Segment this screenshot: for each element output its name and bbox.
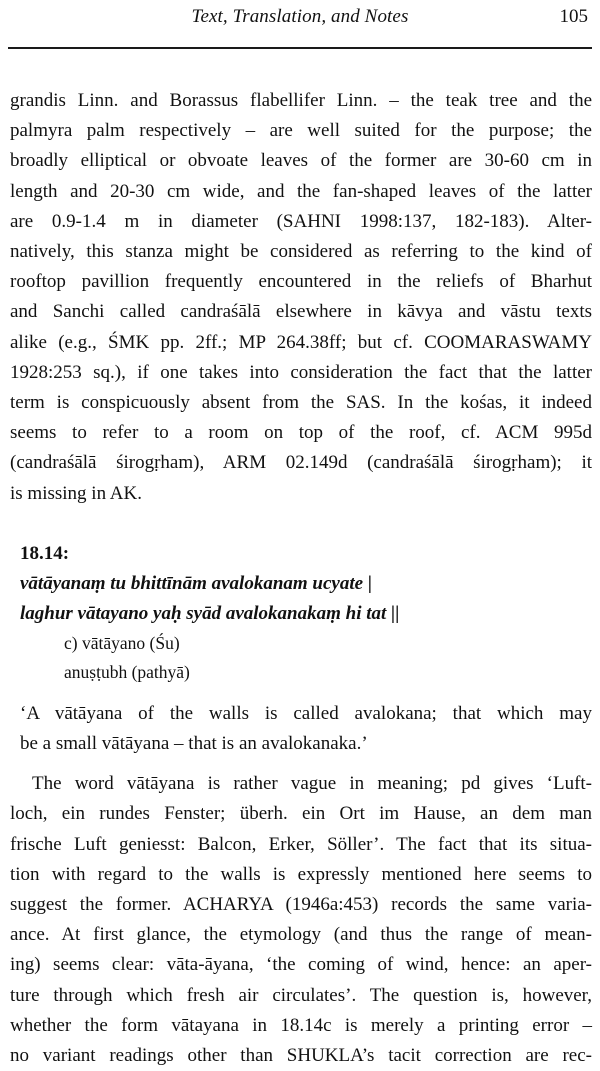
verse-line: vātāyanaṃ tu bhittīnām avalokanam ucyate | (20, 572, 373, 594)
text-line: frische Luft geniesst: Balcon, Erker, Söller’. The fact that its situa- (10, 833, 592, 855)
running-header (0, 4, 600, 30)
text-line: loch, ein rundes Fenster; überh. ein Ort im Hause, an dem man (10, 803, 592, 825)
verse-line: laghur vātayano yaḥ syād avalokanakaṃ hi tat || (20, 602, 400, 624)
text-line: broadly elliptical or obvoate leaves of the former are 30-60 cm in (10, 150, 592, 172)
text-line: The word vātāyana is rather vague in meaning; pd gives ‘Luft- (32, 773, 592, 795)
text-line: alike (e.g., ŚMK pp. 2ff.; MP 264.38ff; but cf. COOMARASWAMY (10, 331, 592, 353)
translation-line: be a small vātāyana – that is an avalokanaka.’ (20, 733, 368, 755)
header-rule (8, 47, 592, 49)
section-heading: 18.14: (20, 542, 70, 564)
running-title: Text, Translation, and Notes (191, 6, 409, 27)
translation-line: ‘A vātāyana of the walls is called avalokana; that which may (20, 702, 592, 724)
text-line: length and 20-30 cm wide, and the fan-shaped leaves of the latter (10, 180, 592, 202)
text-line: rooftop pavillion frequently encountered in the reliefs of Bharhut (10, 271, 592, 293)
continued-paragraph (10, 86, 592, 509)
text-line: ing) seems clear: vāta-āyana, ‘the coming of wind, hence: an aper- (10, 954, 592, 976)
page-number: 105 (559, 6, 588, 27)
text-line: natively, this stanza might be considered as referring to the kind of (10, 241, 592, 263)
text-line: tion with regard to the walls is expressly mentioned here seems to (10, 863, 592, 885)
text-line: 1928:253 sq.), if one takes into consideration the fact that the latter (10, 361, 592, 383)
body-text (10, 86, 592, 1071)
variant-reading: c) vātāyano (Śu) (64, 632, 180, 653)
text-line: suggest the former. ACHARYA (1946a:453) records the same varia- (10, 894, 592, 916)
text-line: are 0.9-1.4 m in diameter (SAHNI 1998:137, 182-183). Alter- (10, 210, 592, 232)
text-line: whether the form vātayana in 18.14c is merely a printing error – (10, 1014, 592, 1036)
text-line: seems to refer to a room on top of the roof, cf. ACM 995d (10, 422, 592, 444)
text-line: and Sanchi called candraśālā elsewhere in kāvya and vāstu texts (10, 301, 592, 323)
discussion-paragraph (10, 769, 592, 1071)
text-line: ture through which fresh air circulates’. The question is, however, (10, 984, 592, 1006)
text-line: grandis Linn. and Borassus flabellifer Linn. – the teak tree and the (10, 90, 592, 111)
text-line: ance. At first glance, the etymology (and thus the range of mean- (10, 924, 592, 946)
text-line: (candraśālā śirogṛham), ARM 02.149d (candraśālā śirogṛham); it (10, 452, 592, 474)
text-line: palmyra palm respectively – are well suited for the purpose; the (10, 120, 592, 142)
text-line: is missing in AK. (10, 482, 142, 504)
text-line: term is conspicuously absent from the SAS. In the kośas, it indeed (10, 392, 592, 414)
translation (20, 699, 592, 759)
text-line: no variant readings other than SHUKLA’s tacit correction are rec- (10, 1045, 592, 1067)
metre-note: anuṣṭubh (pathyā) (64, 661, 190, 682)
